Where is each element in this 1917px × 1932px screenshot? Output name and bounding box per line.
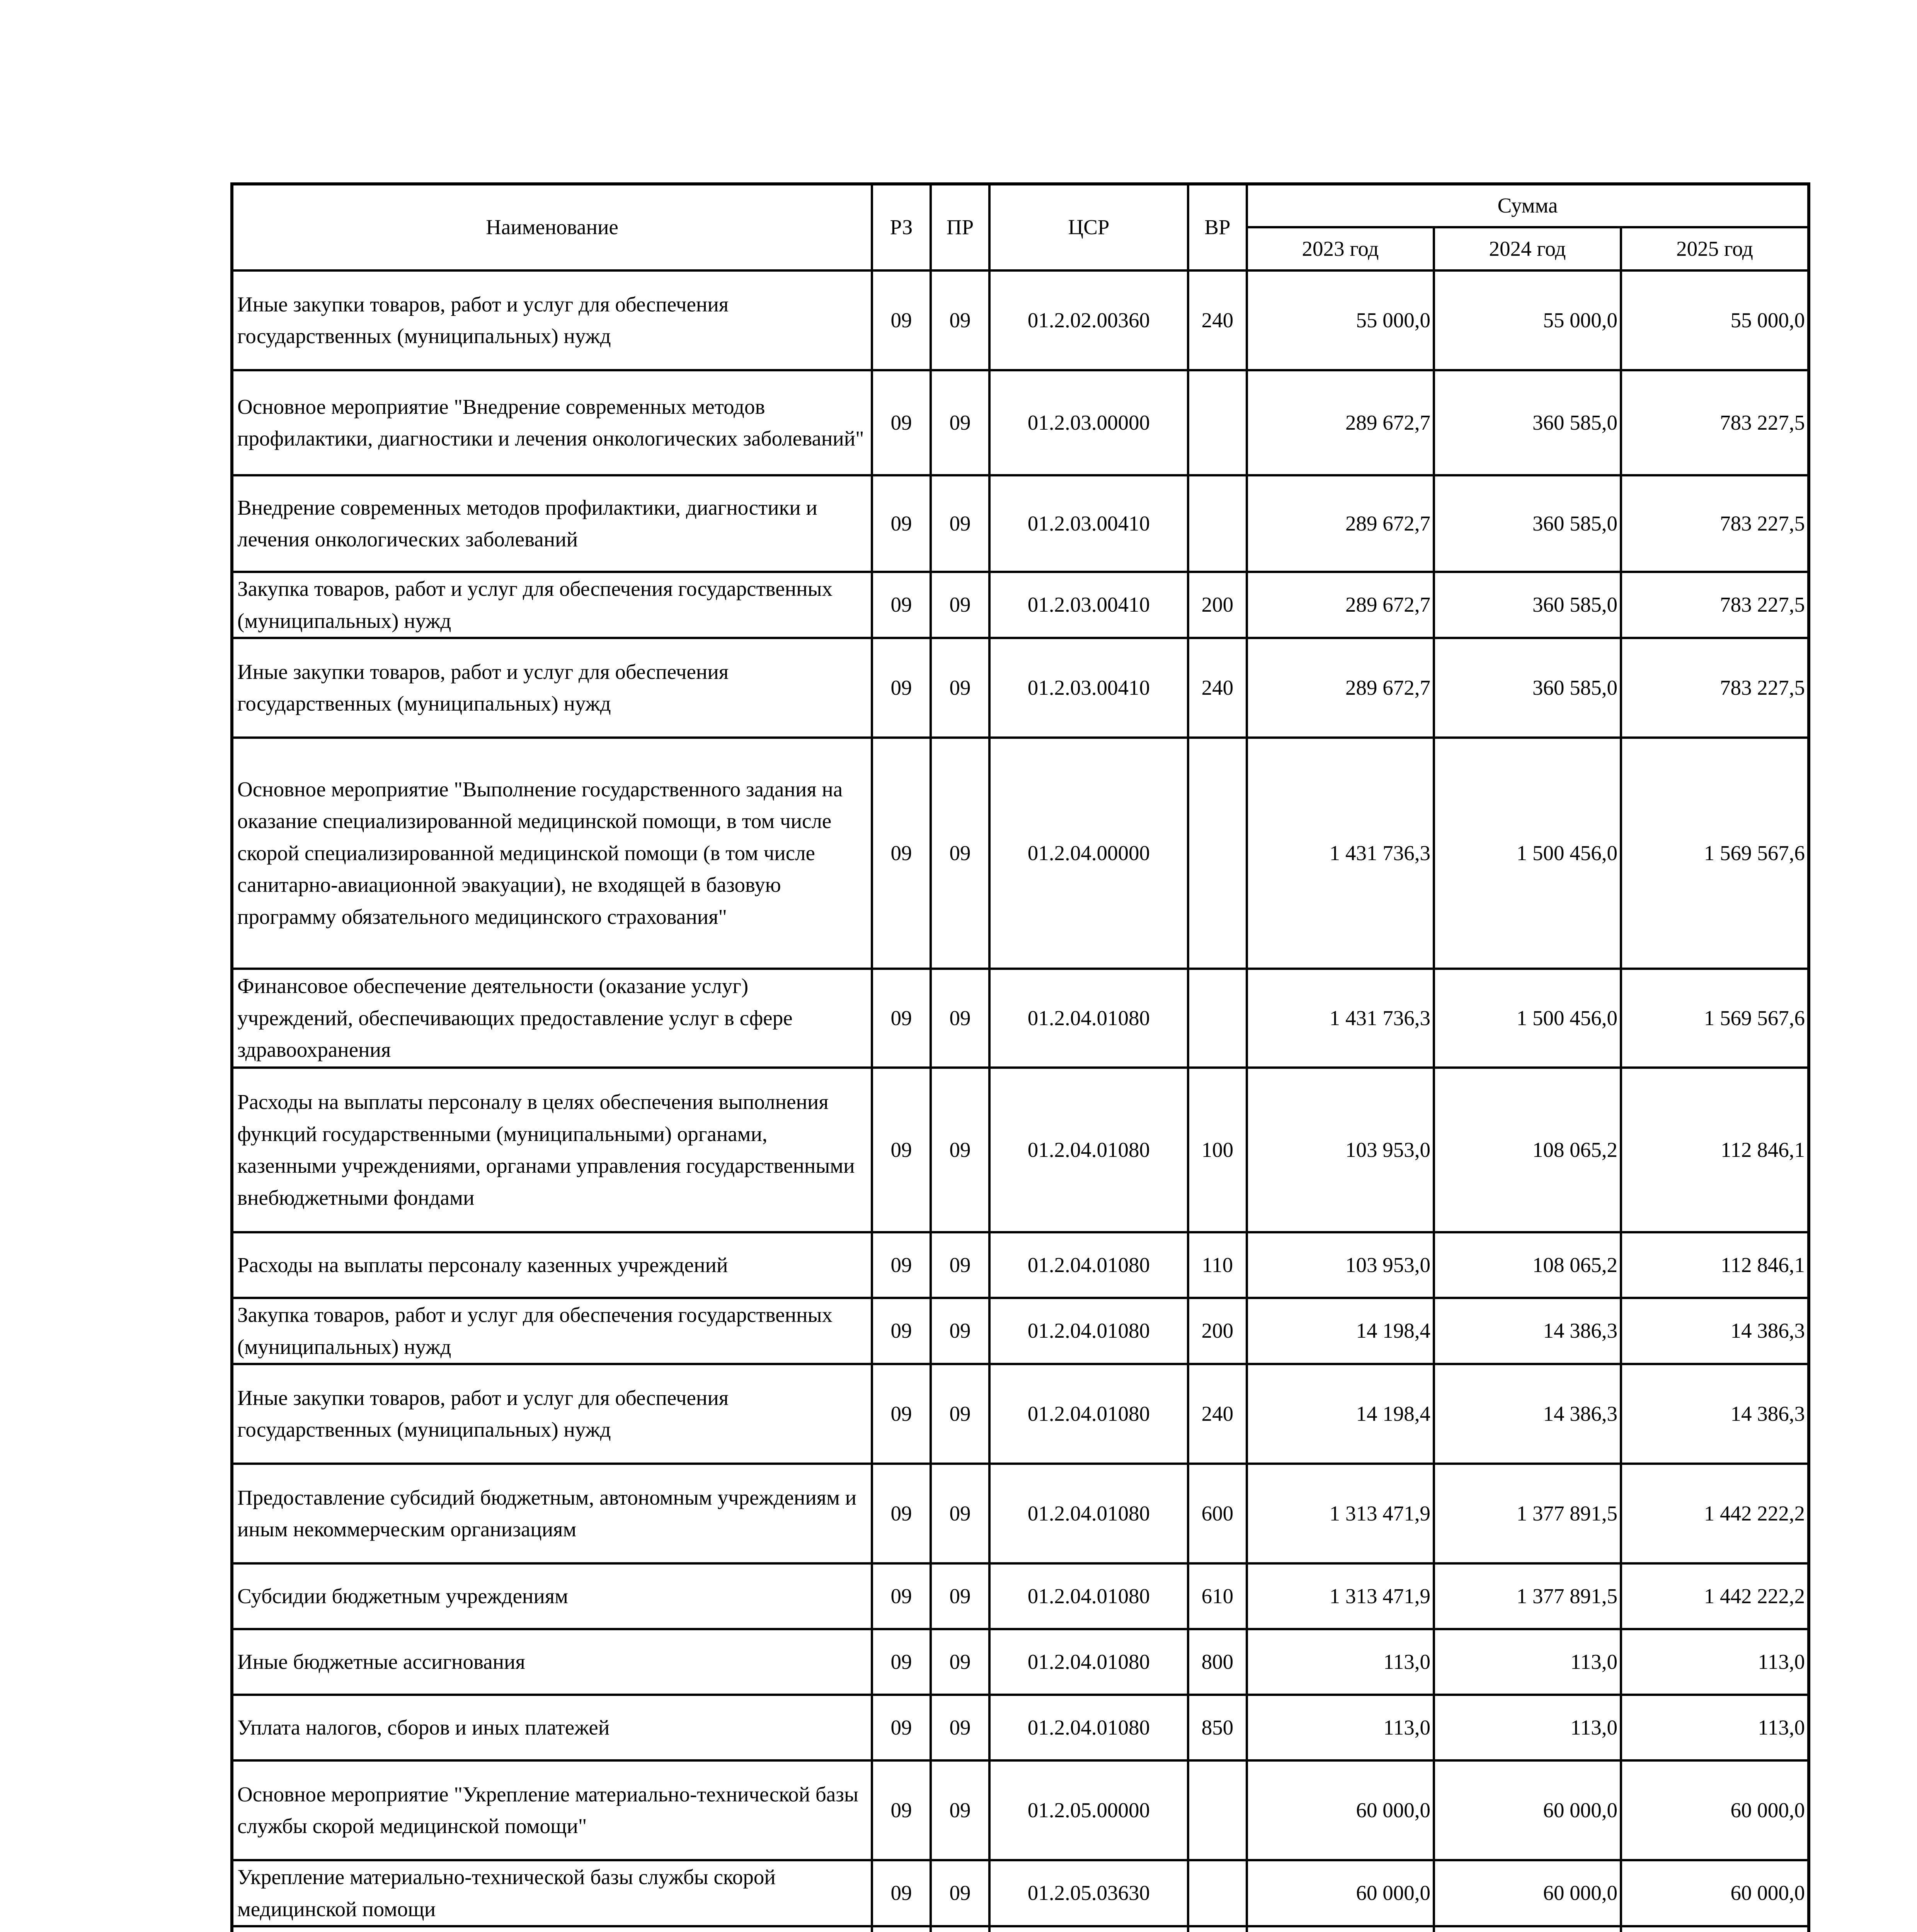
row-rz-cell: 09 bbox=[872, 370, 931, 475]
row-2024-cell: 1 500 456,0 bbox=[1434, 738, 1621, 969]
row-name-cell: Иные закупки товаров, работ и услуг для обеспечения государственных (муниципальных) нужд bbox=[232, 270, 872, 370]
row-vr-cell bbox=[1188, 475, 1247, 572]
header-sum: Сумма bbox=[1247, 184, 1809, 227]
row-2023-cell: 103 953,0 bbox=[1247, 1068, 1434, 1232]
row-2025-cell: 60 000,0 bbox=[1621, 1860, 1809, 1926]
row-csr-cell: 01.2.03.00410 bbox=[989, 475, 1188, 572]
row-pr-cell: 09 bbox=[931, 572, 989, 638]
table-row bbox=[232, 572, 1809, 638]
row-2025-cell: 783 227,5 bbox=[1621, 370, 1809, 475]
row-csr-cell: 01.2.04.01080 bbox=[989, 1232, 1188, 1298]
row-2025-cell: 60 000,0 bbox=[1621, 1760, 1809, 1860]
header-pr: ПР bbox=[931, 184, 989, 270]
row-2024-cell: 1 377 891,5 bbox=[1434, 1563, 1621, 1629]
header-name: Наименование bbox=[232, 184, 872, 270]
row-vr-cell bbox=[1188, 1860, 1247, 1926]
row-csr-cell: 01.2.04.01080 bbox=[989, 1068, 1188, 1232]
table-row bbox=[232, 1695, 1809, 1760]
row-2023-cell: 289 672,7 bbox=[1247, 475, 1434, 572]
row-2024-cell: 360 585,0 bbox=[1434, 572, 1621, 638]
row-2025-cell: 783 227,5 bbox=[1621, 638, 1809, 738]
row-2023-cell: 1 313 471,9 bbox=[1247, 1563, 1434, 1629]
table-row bbox=[232, 1629, 1809, 1695]
header-2024: 2024 год bbox=[1434, 227, 1621, 270]
row-vr-cell bbox=[1188, 1760, 1247, 1860]
row-csr-cell: 01.2.04.01080 bbox=[989, 1629, 1188, 1695]
row-2023-cell: 60 000,0 bbox=[1247, 1760, 1434, 1860]
row-vr-cell: 240 bbox=[1188, 270, 1247, 370]
row-name-cell: Уплата налогов, сборов и иных платежей bbox=[232, 1695, 872, 1760]
row-rz-cell: 09 bbox=[872, 1364, 931, 1464]
row-vr-cell: 110 bbox=[1188, 1232, 1247, 1298]
row-name-cell: Финансовое обеспечение деятельности (оказание услуг) учреждений, обеспечивающих предоставление услуг в сфере здравоохранения bbox=[232, 969, 872, 1068]
row-csr-cell: 01.2.04.01080 bbox=[989, 1364, 1188, 1464]
row-2025-cell: 113,0 bbox=[1621, 1629, 1809, 1695]
row-2024-cell: 360 585,0 bbox=[1434, 638, 1621, 738]
row-2024-cell: 60 000,0 bbox=[1434, 1760, 1621, 1860]
row-2025-cell: 112 846,1 bbox=[1621, 1068, 1809, 1232]
row-vr-cell: 600 bbox=[1188, 1464, 1247, 1563]
row-pr-cell: 09 bbox=[931, 1068, 989, 1232]
table-row bbox=[232, 1298, 1809, 1364]
row-name-cell: Закупка товаров, работ и услуг для обеспечения государственных (муниципальных) нужд bbox=[232, 572, 872, 638]
row-rz-cell: 09 bbox=[872, 475, 931, 572]
row-2023-cell: 14 198,4 bbox=[1247, 1364, 1434, 1464]
row-2023-cell: 289 672,7 bbox=[1247, 638, 1434, 738]
table-body bbox=[232, 270, 1809, 1932]
row-vr-cell: 610 bbox=[1188, 1563, 1247, 1629]
row-vr-cell: 240 bbox=[1188, 638, 1247, 738]
table-row bbox=[232, 638, 1809, 738]
row-pr-cell: 09 bbox=[931, 1232, 989, 1298]
table-row bbox=[232, 1232, 1809, 1298]
row-2024-cell: 1 500 456,0 bbox=[1434, 969, 1621, 1068]
table-row bbox=[232, 475, 1809, 572]
row-2025-cell: 113,0 bbox=[1621, 1695, 1809, 1760]
row-rz-cell: 09 bbox=[872, 1068, 931, 1232]
row-2023-cell: 55 000,0 bbox=[1247, 270, 1434, 370]
header-vr: ВР bbox=[1188, 184, 1247, 270]
row-name-cell: Внедрение современных методов профилактики, диагностики и лечения онкологических заболеваний bbox=[232, 475, 872, 572]
row-pr-cell: 09 bbox=[931, 1760, 989, 1860]
header-csr: ЦСР bbox=[989, 184, 1188, 270]
row-pr-cell: 09 bbox=[931, 1695, 989, 1760]
row-vr-cell bbox=[1188, 370, 1247, 475]
row-rz-cell: 09 bbox=[872, 1563, 931, 1629]
table-row bbox=[232, 270, 1809, 370]
row-pr-cell: 09 bbox=[931, 1629, 989, 1695]
row-name-cell: Основное мероприятие "Выполнение государственного задания на оказание специализированной медицинской помощи, в том числе скорой специализированной медицинской помощи (в том числе санитарно-авиационной эвакуации), не входящей в базовую программу обязательного медицинского страхования" bbox=[232, 738, 872, 969]
row-rz-cell: 09 bbox=[872, 638, 931, 738]
row-rz-cell: 09 bbox=[872, 1695, 931, 1760]
row-name-cell: Предоставление субсидий бюджетным, автономным учреждениям и иным некоммерческим организациям bbox=[232, 1464, 872, 1563]
row-2024-cell: 14 386,3 bbox=[1434, 1364, 1621, 1464]
row-2025-cell: 1 442 222,2 bbox=[1621, 1464, 1809, 1563]
row-2025-cell: 14 386,3 bbox=[1621, 1364, 1809, 1464]
row-2024-cell: 1 377 891,5 bbox=[1434, 1464, 1621, 1563]
table-row bbox=[232, 969, 1809, 1068]
row-pr-cell: 09 bbox=[931, 969, 989, 1068]
row-csr-cell: 01.2.03.00410 bbox=[989, 638, 1188, 738]
row-2024-cell: 14 386,3 bbox=[1434, 1298, 1621, 1364]
row-name-cell: Основное мероприятие "Укрепление материально-технической базы службы скорой медицинской помощи" bbox=[232, 1760, 872, 1860]
row-name-cell: Субсидии бюджетным учреждениям bbox=[232, 1563, 872, 1629]
row-name-cell: Закупка товаров, работ и услуг для обеспечения государственных (муниципальных) нужд bbox=[232, 1298, 872, 1364]
row-pr-cell: 09 bbox=[931, 1364, 989, 1464]
header-2023: 2023 год bbox=[1247, 227, 1434, 270]
row-2024-cell: 60 000,0 bbox=[1434, 1860, 1621, 1926]
row-csr-cell: 01.2.04.01080 bbox=[989, 1695, 1188, 1760]
row-2023-cell: 1 431 736,3 bbox=[1247, 738, 1434, 969]
row-2023-cell: 289 672,7 bbox=[1247, 370, 1434, 475]
table-row bbox=[232, 1860, 1809, 1926]
row-csr-cell: 01.2.02.00360 bbox=[989, 270, 1188, 370]
row-2024-cell: 108 065,2 bbox=[1434, 1068, 1621, 1232]
row-csr-cell: 01.2.04.01080 bbox=[989, 969, 1188, 1068]
table-row bbox=[232, 1068, 1809, 1232]
row-pr-cell: 09 bbox=[931, 1563, 989, 1629]
header-rz: РЗ bbox=[872, 184, 931, 270]
row-name-cell: Иные закупки товаров, работ и услуг для обеспечения государственных (муниципальных) нужд bbox=[232, 1364, 872, 1464]
budget-table bbox=[230, 182, 1810, 1932]
row-csr-cell: 01.2.03.00000 bbox=[989, 370, 1188, 475]
row-2025-cell: 112 846,1 bbox=[1621, 1232, 1809, 1298]
row-2024-cell: 55 000,0 bbox=[1434, 270, 1621, 370]
table-row bbox=[232, 738, 1809, 969]
table-row bbox=[232, 1464, 1809, 1563]
table-row bbox=[232, 1364, 1809, 1464]
row-name-cell: Расходы на выплаты персоналу в целях обеспечения выполнения функций государственными (муниципальными) органами, казенными учреждениями, органами управления государственными внебюджетными фондами bbox=[232, 1068, 872, 1232]
row-2024-cell: 113,0 bbox=[1434, 1629, 1621, 1695]
table-row bbox=[232, 1760, 1809, 1860]
row-2024-cell: 360 585,0 bbox=[1434, 475, 1621, 572]
row-name-cell: Расходы на выплаты персоналу казенных учреждений bbox=[232, 1232, 872, 1298]
row-2023-cell: 60 000,0 bbox=[1247, 1860, 1434, 1926]
row-csr-cell: 01.2.05.03630 bbox=[989, 1860, 1188, 1926]
row-csr-cell: 01.2.03.00410 bbox=[989, 572, 1188, 638]
row-2023-cell: 103 953,0 bbox=[1247, 1232, 1434, 1298]
row-2024-cell: 360 585,0 bbox=[1434, 370, 1621, 475]
table-row bbox=[232, 1926, 1809, 1932]
row-name-cell: Основное мероприятие "Внедрение современных методов профилактики, диагностики и лечения онкологических заболеваний" bbox=[232, 370, 872, 475]
row-2025-cell: 783 227,5 bbox=[1621, 475, 1809, 572]
row-pr-cell: 09 bbox=[931, 270, 989, 370]
row-pr-cell: 09 bbox=[931, 1464, 989, 1563]
row-csr-cell: 01.2.04.01080 bbox=[989, 1298, 1188, 1364]
row-2023-cell: 14 198,4 bbox=[1247, 1298, 1434, 1364]
row-2025-cell: 1 569 567,6 bbox=[1621, 969, 1809, 1068]
row-csr-cell: 01.2.04.01080 bbox=[989, 1563, 1188, 1629]
row-2025-cell: 55 000,0 bbox=[1621, 270, 1809, 370]
row-rz-cell bbox=[872, 1926, 931, 1932]
row-2023-cell: 289 672,7 bbox=[1247, 572, 1434, 638]
table-header bbox=[232, 184, 1809, 270]
row-csr-cell bbox=[989, 1926, 1188, 1932]
row-pr-cell bbox=[931, 1926, 989, 1932]
row-pr-cell: 09 bbox=[931, 638, 989, 738]
row-2024-cell: 113,0 bbox=[1434, 1695, 1621, 1760]
row-csr-cell: 01.2.05.00000 bbox=[989, 1760, 1188, 1860]
row-rz-cell: 09 bbox=[872, 270, 931, 370]
row-2023-cell bbox=[1247, 1926, 1434, 1932]
row-pr-cell: 09 bbox=[931, 738, 989, 969]
row-rz-cell: 09 bbox=[872, 1464, 931, 1563]
row-rz-cell: 09 bbox=[872, 1298, 931, 1364]
row-vr-cell: 850 bbox=[1188, 1695, 1247, 1760]
row-name-cell: Иные закупки товаров, работ и услуг для обеспечения государственных (муниципальных) нужд bbox=[232, 638, 872, 738]
row-name-cell: Укрепление материально-технической базы службы скорой медицинской помощи bbox=[232, 1860, 872, 1926]
row-2025-cell: 1 442 222,2 bbox=[1621, 1563, 1809, 1629]
row-pr-cell: 09 bbox=[931, 1860, 989, 1926]
row-rz-cell: 09 bbox=[872, 1232, 931, 1298]
row-name-cell: Иные бюджетные ассигнования bbox=[232, 1629, 872, 1695]
row-rz-cell: 09 bbox=[872, 572, 931, 638]
row-2025-cell: 1 569 567,6 bbox=[1621, 738, 1809, 969]
row-vr-cell: 800 bbox=[1188, 1629, 1247, 1695]
table-row bbox=[232, 1563, 1809, 1629]
row-csr-cell: 01.2.04.00000 bbox=[989, 738, 1188, 969]
row-rz-cell: 09 bbox=[872, 1760, 931, 1860]
row-2024-cell bbox=[1434, 1926, 1621, 1932]
row-name-cell bbox=[232, 1926, 872, 1932]
row-2023-cell: 1 313 471,9 bbox=[1247, 1464, 1434, 1563]
row-2025-cell bbox=[1621, 1926, 1809, 1932]
row-rz-cell: 09 bbox=[872, 1629, 931, 1695]
row-rz-cell: 09 bbox=[872, 1860, 931, 1926]
row-vr-cell bbox=[1188, 1926, 1247, 1932]
row-2023-cell: 1 431 736,3 bbox=[1247, 969, 1434, 1068]
row-2023-cell: 113,0 bbox=[1247, 1629, 1434, 1695]
row-vr-cell: 100 bbox=[1188, 1068, 1247, 1232]
row-2023-cell: 113,0 bbox=[1247, 1695, 1434, 1760]
row-vr-cell: 240 bbox=[1188, 1364, 1247, 1464]
row-2025-cell: 14 386,3 bbox=[1621, 1298, 1809, 1364]
row-vr-cell bbox=[1188, 969, 1247, 1068]
row-rz-cell: 09 bbox=[872, 969, 931, 1068]
row-vr-cell: 200 bbox=[1188, 1298, 1247, 1364]
header-2025: 2025 год bbox=[1621, 227, 1809, 270]
row-pr-cell: 09 bbox=[931, 370, 989, 475]
row-2024-cell: 108 065,2 bbox=[1434, 1232, 1621, 1298]
row-csr-cell: 01.2.04.01080 bbox=[989, 1464, 1188, 1563]
row-vr-cell bbox=[1188, 738, 1247, 969]
table-row bbox=[232, 370, 1809, 475]
row-pr-cell: 09 bbox=[931, 1298, 989, 1364]
row-pr-cell: 09 bbox=[931, 475, 989, 572]
row-rz-cell: 09 bbox=[872, 738, 931, 969]
row-vr-cell: 200 bbox=[1188, 572, 1247, 638]
row-2025-cell: 783 227,5 bbox=[1621, 572, 1809, 638]
